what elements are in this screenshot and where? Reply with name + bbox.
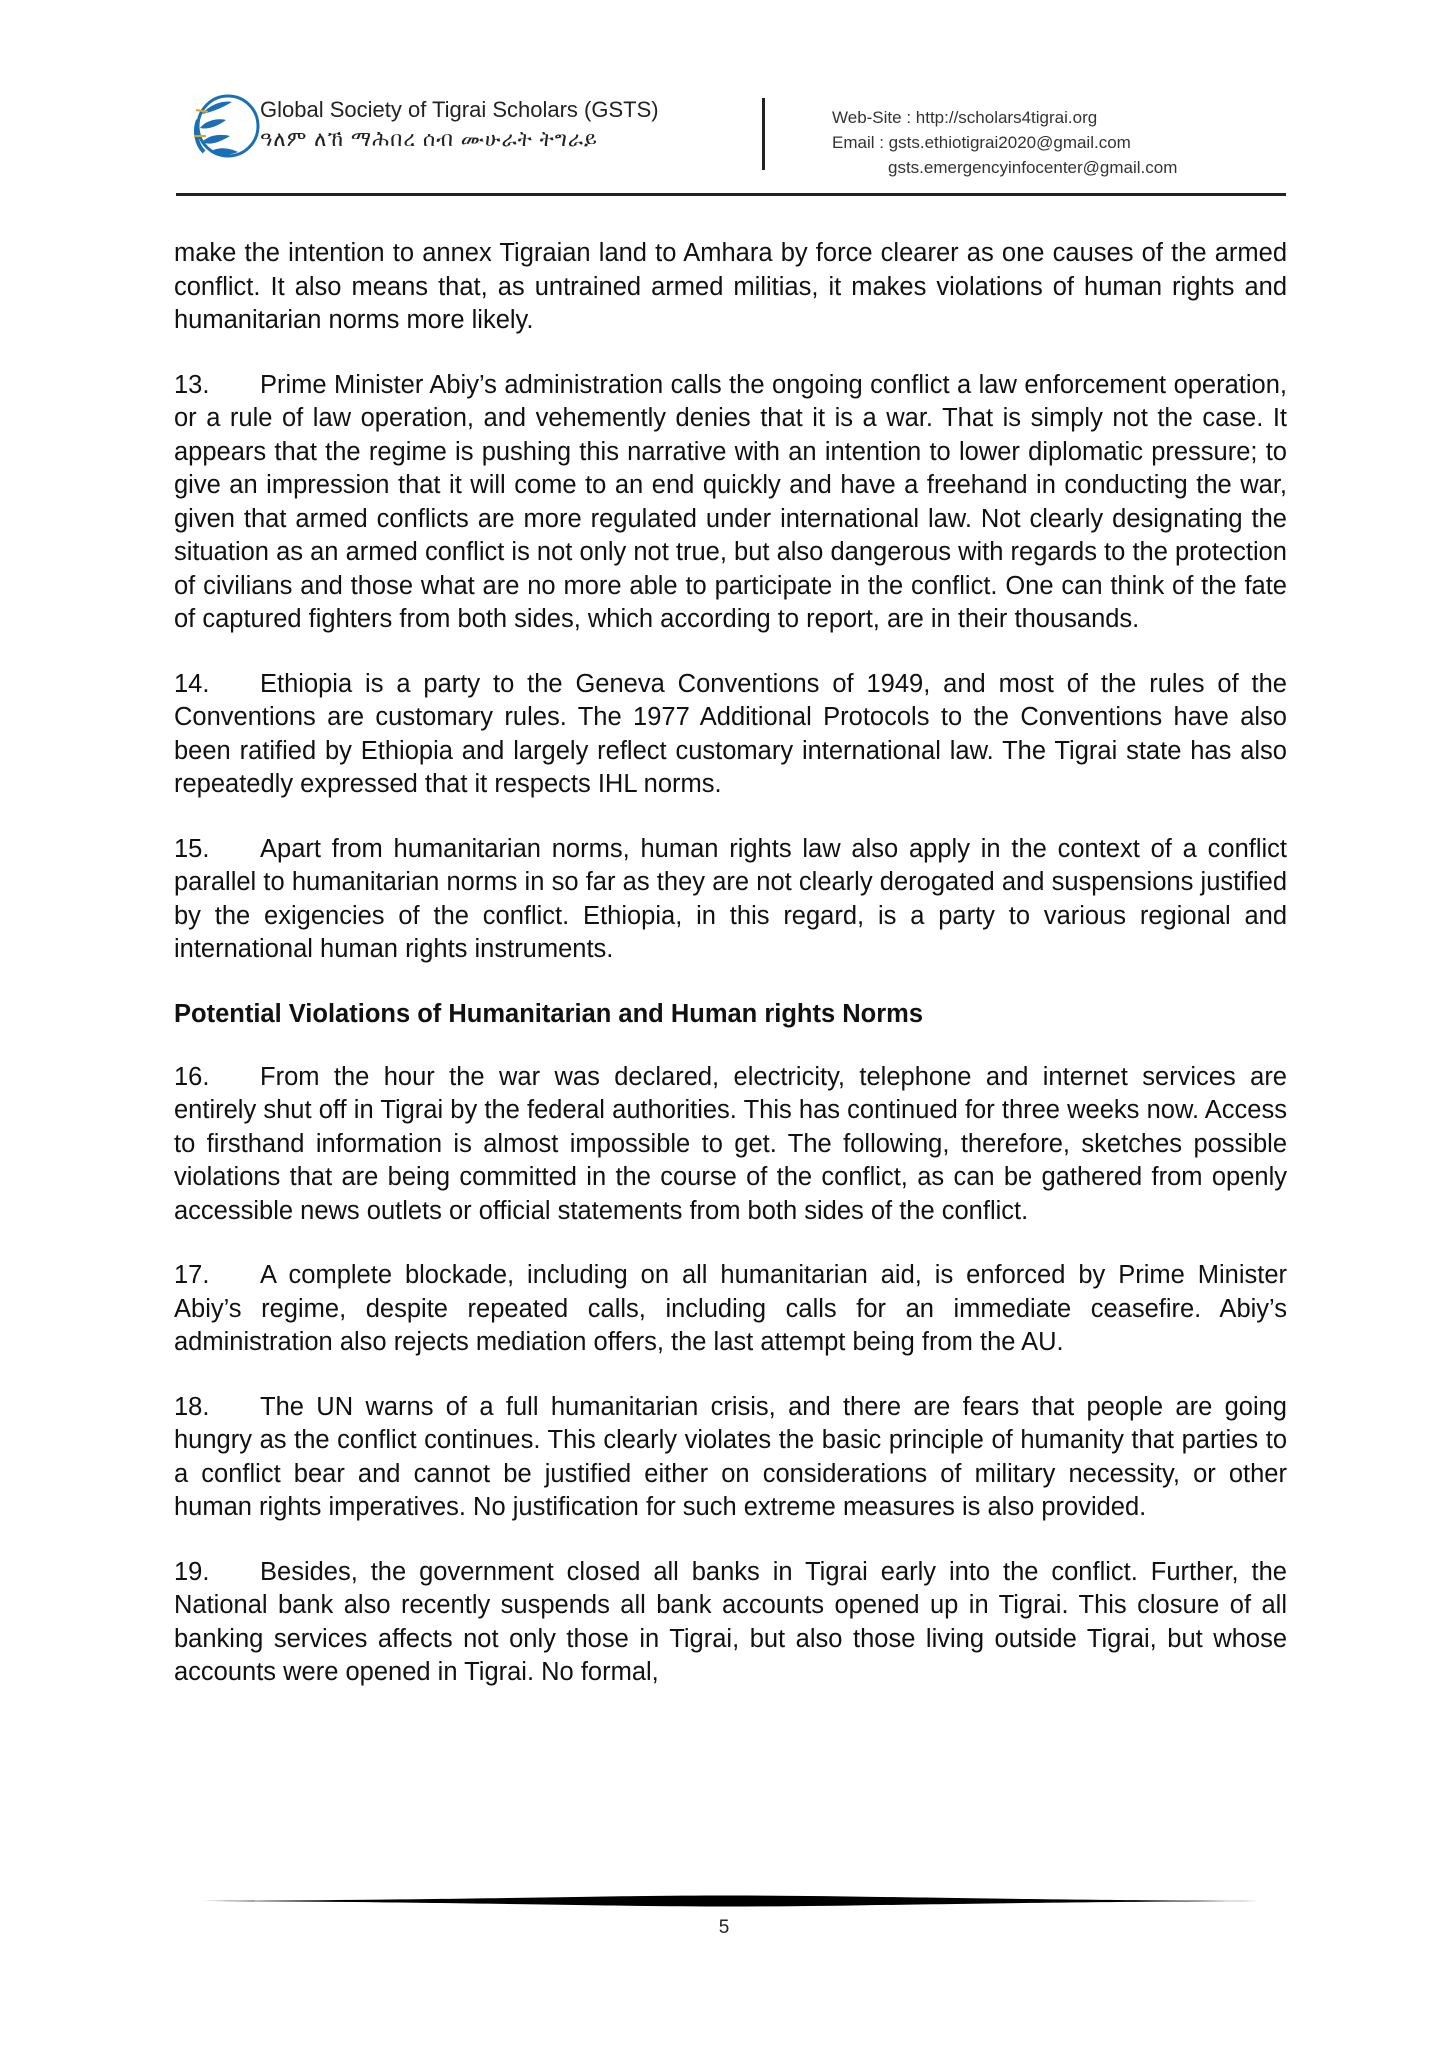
paragraph-text: Ethiopia is a party to the Geneva Conventions of 1949, and most of the rules of the Conventions are customary rules. The 1977 Additional Protocols to the Conventions have also been ratified by Ethiopia and largely reflect customary international law. The Tigrai state has also repeatedly expressed that it respects IHL norms.: [174, 669, 1287, 798]
paragraph-number: 13.: [174, 370, 210, 399]
gsts-logo: [192, 90, 262, 162]
paragraph-number: 14.: [174, 669, 210, 698]
paragraph-number: 17.: [174, 1261, 210, 1289]
footer-rule: [200, 1895, 1258, 1907]
paragraph-13: [174, 369, 1287, 637]
paragraph-number: 19.: [174, 1557, 210, 1586]
intro-paragraph: make the intention to annex Tigraian land to Amhara by force clearer as one causes of the armed conflict. It also means that, as untrained armed militias, it makes violations of human rights and humanitarian norms more likely.: [174, 239, 1287, 334]
paragraph-text: Besides, the government closed all banks in Tigrai early into the conflict. Further, the National bank also recently suspends all bank accounts opened up in Tigrai. This closure of all banking services affects not only those in Tigrai, but also those living outside Tigrai, but whose accounts were opened in Tigrai. No formal,: [174, 1557, 1287, 1686]
paragraph-number: 16.: [174, 1062, 210, 1091]
contact-info: [832, 105, 1177, 180]
paragraph-text: Prime Minister Abiy’s administration calls the ongoing conflict a law enforcement operation, or a rule of law operation, and vehemently denies that it is a war. That is simply not the case. It appears that the regime is pushing this narrative with an intention to lower diplomatic pressure; to give an impression that it will come to an end quickly and have a freehand in conducting the war, given that armed conflicts are more regulated under international law. Not clearly designating the situation as an armed conflict is not only not true, but also dangerous with regards to the protection of civilians and those what are no more able to participate in the conflict. One can think of the fate of captured fighters from both sides, which according to report, are in their thousands.: [174, 370, 1287, 633]
paragraph-text: From the hour the war was declared, electricity, telephone and internet services are entirely shut off in Tigrai by the federal authorities. This has continued for three weeks now. Access to firsthand information is almost impossible to get. The following, therefore, sketches possible violations that are being committed in the course of the conflict, as can be gathered from openly accessible news outlets or official statements from both sides of the conflict.: [174, 1062, 1287, 1225]
document-body: [174, 237, 1287, 1721]
paragraph-19: [174, 1556, 1287, 1690]
paragraph-17: [174, 1259, 1287, 1360]
paragraph-text: The UN warns of a full humanitarian crisis, and there are fears that people are going hungry as the conflict continues. This clearly violates the basic principle of humanity that parties to a conflict bear and cannot be justified either on considerations of military necessity, or other human rights imperatives. No justification for such extreme measures is also provided.: [174, 1392, 1287, 1521]
globe-logo-icon: [192, 90, 262, 162]
page-number: 5: [718, 1917, 730, 1938]
paragraph-15: [174, 833, 1287, 967]
website-link[interactable]: Web-Site : http://scholars4tigrai.org: [832, 108, 1098, 127]
paragraph-16: [174, 1061, 1287, 1229]
paragraph-text: A complete blockade, including on all humanitarian aid, is enforced by Prime Minister Abiy’s regime, despite repeated calls, including calls for an immediate ceasefire. Abiy’s administration also rejects mediation offers, the last attempt being from the AU.: [174, 1261, 1287, 1356]
header-divider: [762, 98, 765, 170]
paragraph-number: 18.: [174, 1392, 210, 1421]
email2-link[interactable]: gsts.emergencyinfocenter@gmail.com: [888, 158, 1178, 177]
letterhead: [176, 86, 1286, 196]
section-heading: Potential Violations of Humanitarian and Human rights Norms: [174, 999, 924, 1028]
paragraph-number: 15.: [174, 834, 210, 863]
paragraph-18: [174, 1391, 1287, 1525]
paragraph-14: [174, 668, 1287, 802]
org-name-amharic: ዓለም ለኸ ማሕበረ ሰብ ሙሁራት ትግራይ: [260, 128, 598, 151]
header-rule: [176, 193, 1286, 196]
org-name: Global Society of Tigrai Scholars (GSTS): [260, 97, 659, 122]
email-link[interactable]: Email : gsts.ethiotigrai2020@gmail.com: [832, 133, 1131, 152]
paragraph-text: Apart from humanitarian norms, human rights law also apply in the context of a conflict parallel to humanitarian norms in so far as they are not clearly derogated and suspensions justified by the exigencies of the conflict. Ethiopia, in this regard, is a party to various regional and international human rights instruments.: [174, 834, 1287, 963]
